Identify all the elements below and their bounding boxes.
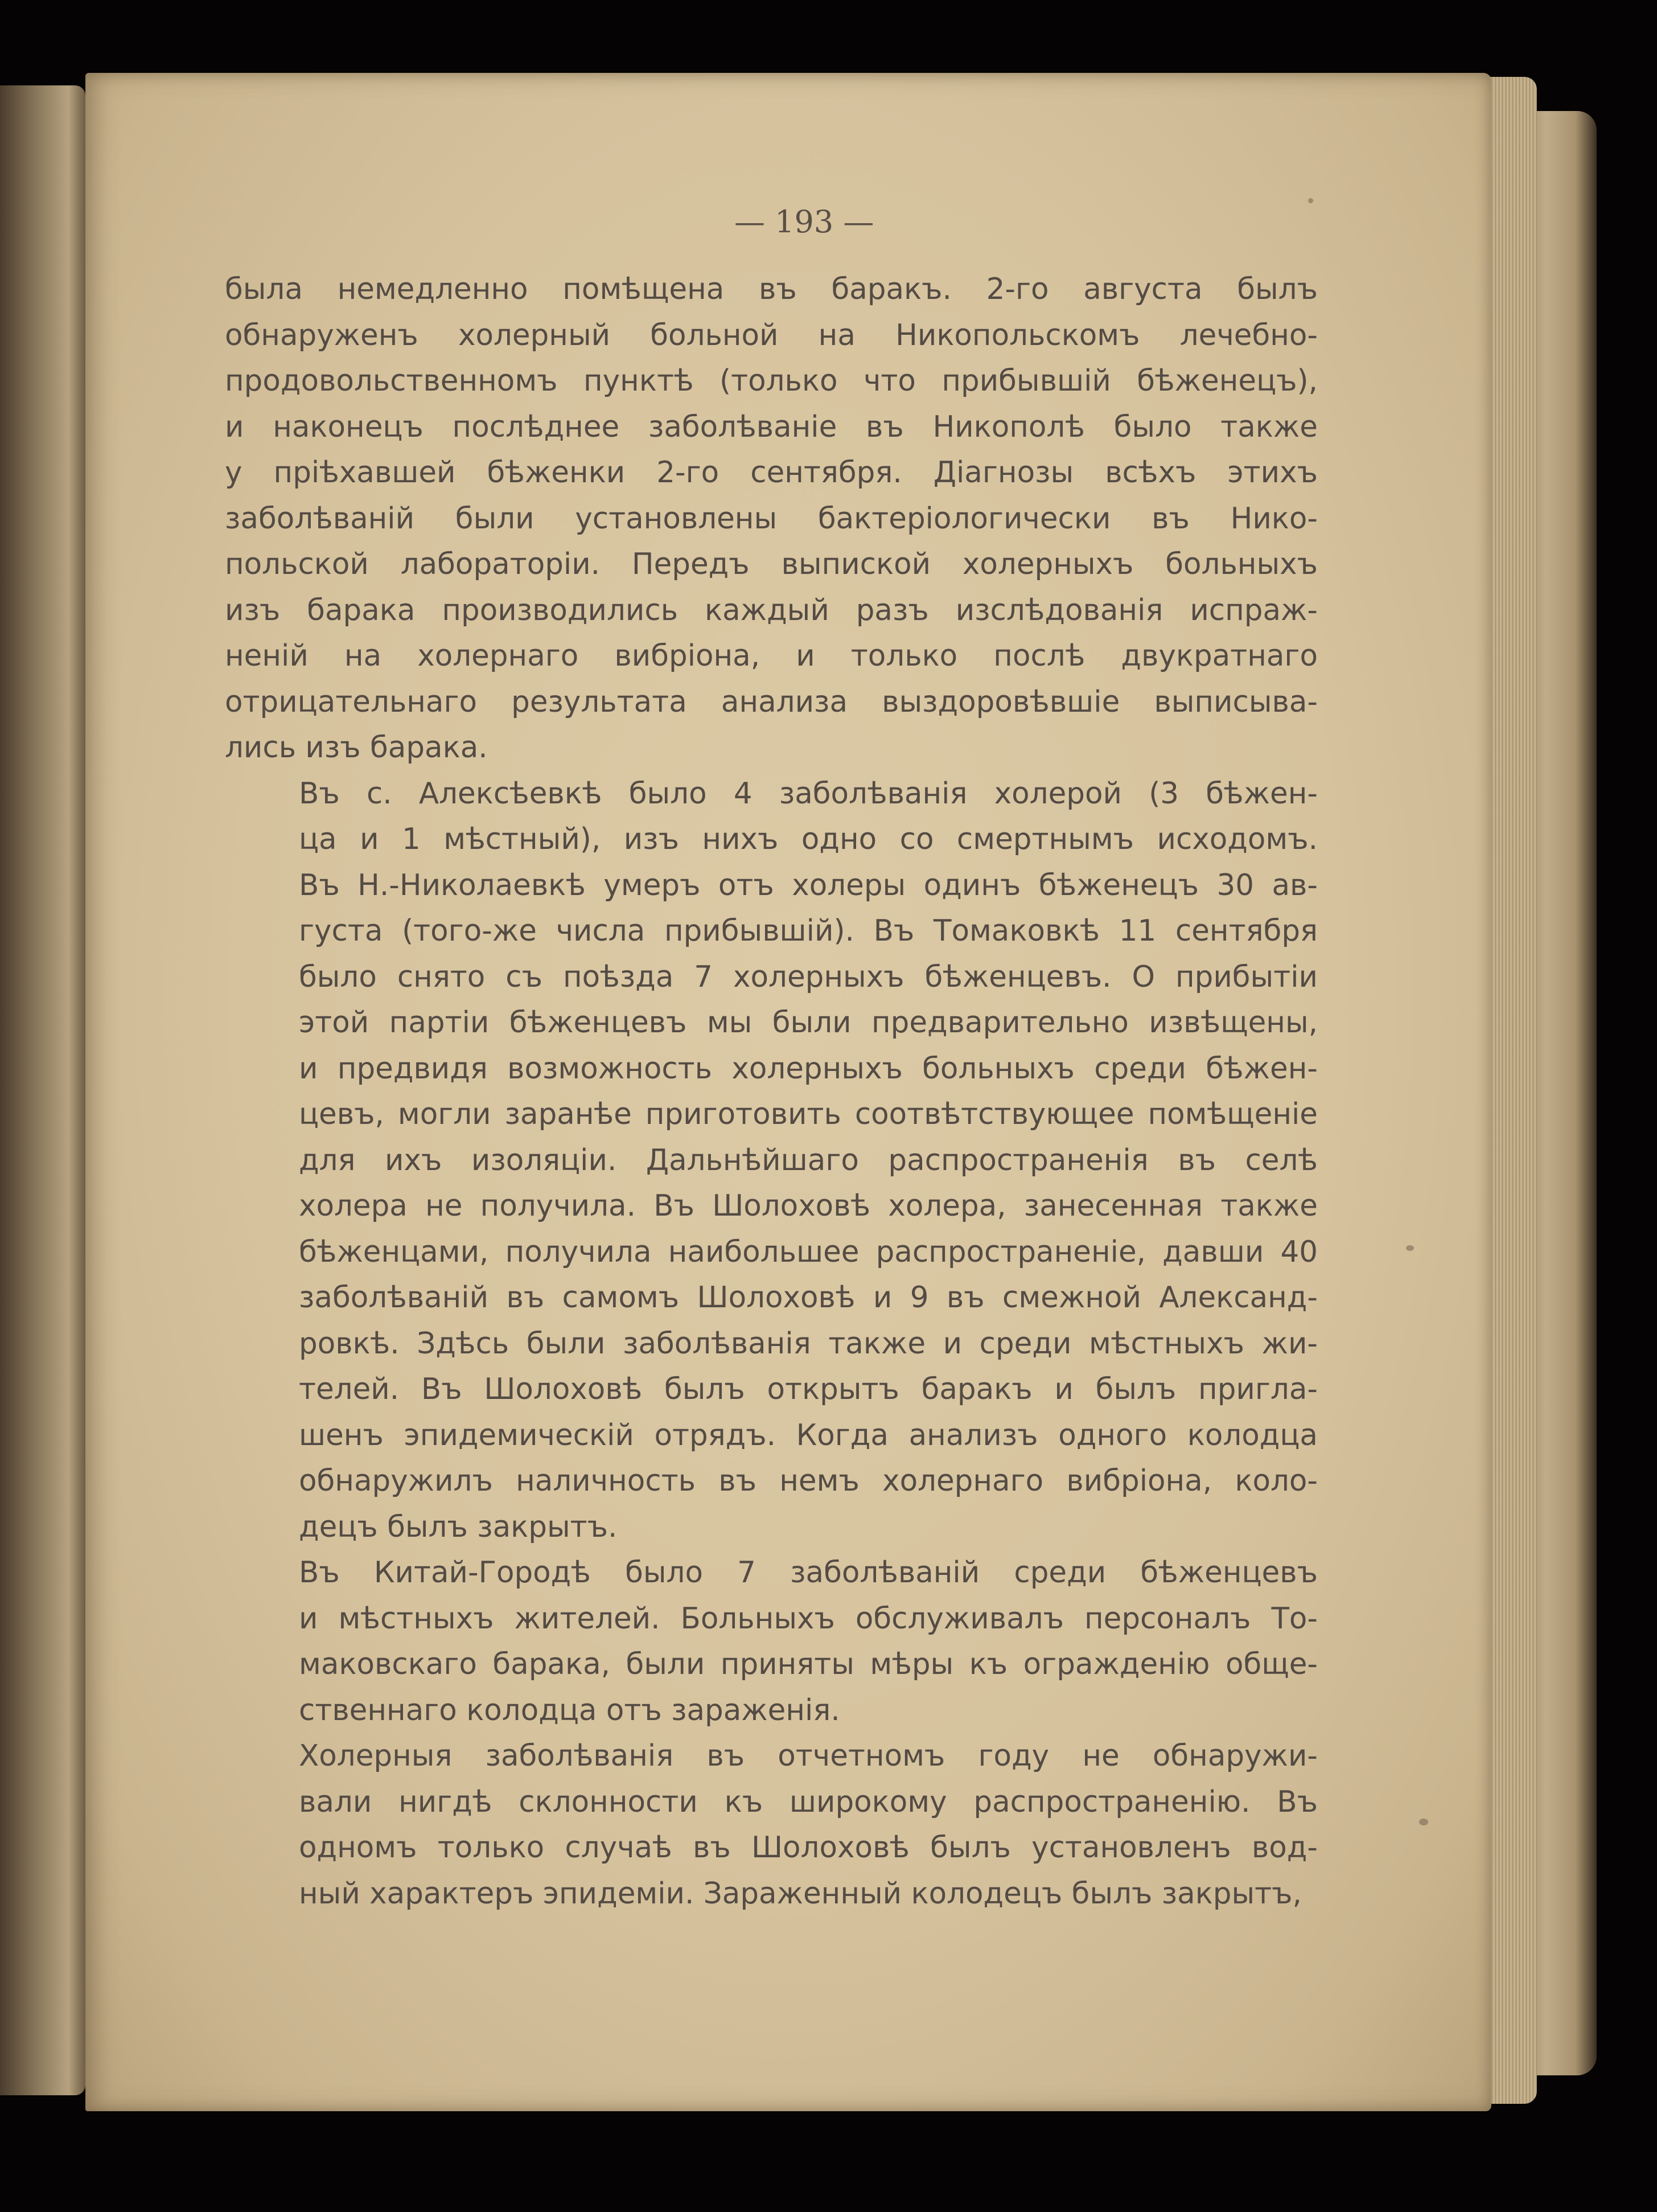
text-line: маковскаго барака, были приняты мѣры къ огражденію обще- <box>299 1647 1318 1681</box>
text-line: продовольственномъ пунктѣ (только что прибывшій бѣженецъ), <box>225 364 1318 398</box>
paper-speck <box>1419 1819 1428 1825</box>
text-line: Въ с. Алексѣевкѣ было 4 заболѣванія холерой (3 бѣжен- <box>299 776 1318 811</box>
text-line: одномъ только случаѣ въ Шолоховѣ былъ установленъ вод- <box>299 1831 1318 1865</box>
paragraph-1 <box>225 266 1318 771</box>
text-line: Въ Китай-Городѣ было 7 заболѣваній среди бѣженцевъ <box>299 1556 1318 1590</box>
text-line: обнаруженъ холерный больной на Никопольскомъ лечебно- <box>225 318 1318 352</box>
text-line: ровкѣ. Здѣсь были заболѣванія также и среди мѣстныхъ жи- <box>299 1326 1318 1361</box>
text-line: неній на холернаго вибріона, и только послѣ двукратнаго <box>225 639 1318 673</box>
text-line: отрицательнаго результата анализа выздоровѣвшіе выписыва- <box>225 684 1318 719</box>
left-page-edge <box>0 85 85 2095</box>
page-number: — 193 — <box>734 204 874 240</box>
text-line: Холерныя заболѣванія въ отчетномъ году не обнаружи- <box>299 1739 1318 1773</box>
text-line: децъ былъ закрытъ. <box>299 1509 618 1544</box>
text-line: у пріѣхавшей бѣженки 2-го сентября. Діагнозы всѣхъ этихъ <box>225 455 1318 490</box>
text-line: шенъ эпидемическій отрядъ. Когда анализъ одного колодца <box>299 1418 1318 1452</box>
text-line: Въ Н.-Николаевкѣ умеръ отъ холеры одинъ бѣженецъ 30 ав- <box>299 868 1318 902</box>
text-line: ца и 1 мѣстный), изъ нихъ одно со смертнымъ исходомъ. <box>299 822 1318 856</box>
text-line: польской лабораторіи. Передъ выпиской холерныхъ больныхъ <box>225 547 1318 581</box>
paragraph-3 <box>225 1550 1318 1733</box>
text-line: лись изъ барака. <box>225 731 488 765</box>
text-line: этой партіи бѣженцевъ мы были предварительно извѣщены, <box>299 1006 1318 1040</box>
text-line: заболѣваній были установлены бактеріологически въ Нико- <box>225 501 1318 536</box>
paper-speck <box>1406 1245 1414 1251</box>
text-line: обнаружилъ наличность въ немъ холернаго вибріона, коло- <box>299 1464 1318 1498</box>
paragraph-2 <box>225 771 1318 1550</box>
text-line: заболѣваній въ самомъ Шолоховѣ и 9 въ смежной Александ- <box>299 1281 1318 1315</box>
paper-speck <box>1308 198 1313 203</box>
page-text <box>225 266 1318 1911</box>
text-line: изъ барака производились каждый разъ изслѣдованія испраж- <box>225 593 1318 627</box>
text-line: густа (того-же числа прибывшій). Въ Томаковкѣ 11 сентября <box>299 914 1318 948</box>
text-line: бѣженцами, получила наибольшее распространеніе, давши 40 <box>299 1234 1318 1269</box>
text-line: телей. Въ Шолоховѣ былъ открытъ баракъ и былъ пригла- <box>299 1372 1318 1406</box>
text-line: ный характеръ эпидеміи. Зараженный колодецъ былъ закрытъ, <box>299 1876 1302 1911</box>
text-line: холера не получила. Въ Шолоховѣ холера, занесенная также <box>299 1189 1318 1223</box>
text-line: была немедленно помѣщена въ баракъ. 2-го августа былъ <box>225 272 1318 306</box>
text-line: цевъ, могли заранѣе приготовить соотвѣтствующее помѣщеніе <box>299 1097 1318 1131</box>
text-line: было снято съ поѣзда 7 холерныхъ бѣженцевъ. О прибытіи <box>299 959 1318 994</box>
text-line: вали нигдѣ склонности къ широкому распространенію. Въ <box>299 1784 1318 1819</box>
text-line: для ихъ изоляціи. Дальнѣйшаго распространенія въ селѣ <box>299 1143 1318 1177</box>
text-line: и мѣстныхъ жителей. Больныхъ обслуживалъ персоналъ То- <box>299 1601 1318 1636</box>
text-line: и предвидя возможность холерныхъ больныхъ среди бѣжен- <box>299 1051 1318 1086</box>
text-line: ственнаго колодца отъ зараженія. <box>299 1693 840 1727</box>
text-line: и наконецъ послѣднее заболѣваніе въ Никополѣ было также <box>225 409 1318 444</box>
paragraph-4 <box>225 1733 1318 1916</box>
